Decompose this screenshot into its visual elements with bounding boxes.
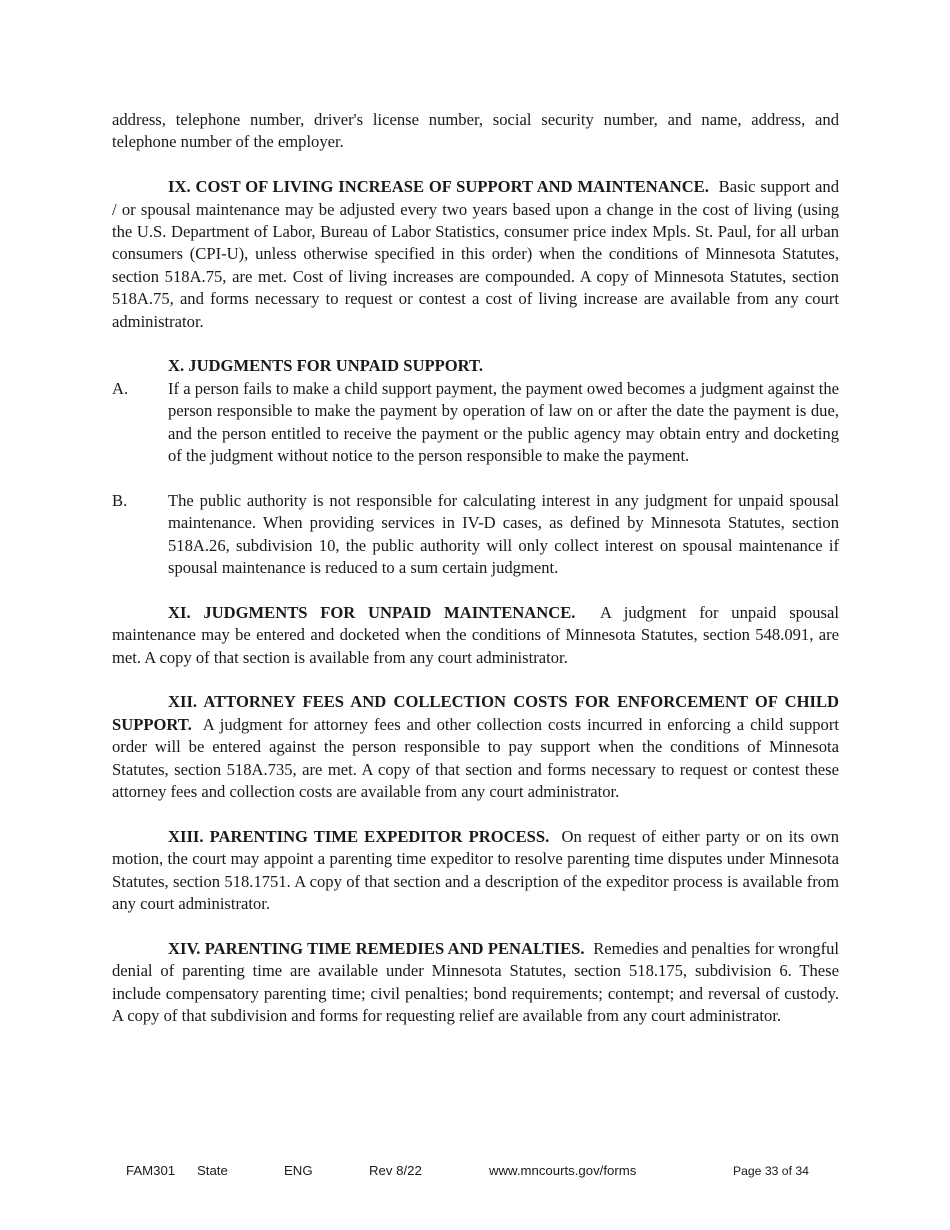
section-ix-heading: IX. COST OF LIVING INCREASE OF SUPPORT AND MAINTENANCE. — [168, 177, 709, 197]
footer-language: ENG — [284, 1163, 313, 1178]
footer-url-link[interactable]: www.mncourts.gov/forms — [489, 1163, 637, 1178]
section-x-item-b — [112, 490, 839, 580]
footer-jurisdiction: State — [197, 1163, 228, 1178]
section-x-heading: X. JUDGMENTS FOR UNPAID SUPPORT. — [168, 356, 484, 376]
section-xiv-body: Remedies and penalties for wrongful denial of parenting time are available under Minnesota Statutes, section 518.175, subdivision 6. These include compensatory parenting time; civil penalties; bond requirements; contempt; and reversal of custody. A copy of that subdivision and forms for requesting relief are available from any court administrator. — [112, 938, 839, 1026]
section-xi-body: A judgment for unpaid spousal maintenance may be entered and docketed when the conditions of Minnesota Statutes, section 548.091, are met. A copy of that section is available from any court administrator. — [112, 602, 839, 667]
list-item-text: If a person fails to make a child support payment, the payment owed becomes a judgment against the person responsible to make the payment by operation of law on or after the date the payment is due, and the person entitled to receive the payment or the public agency may obtain entry and docketing of the judgment without notice to the person responsible to make the payment. — [168, 378, 839, 466]
paragraph-continuation: address, telephone number, driver's license number, social security number, and name, address, and telephone number of the employer. — [112, 110, 839, 152]
footer-form-id: FAM301 — [126, 1163, 176, 1178]
section-xii-heading: XII. ATTORNEY FEES AND COLLECTION COSTS FOR ENFORCEMENT OF CHILD SUPPORT. — [112, 692, 839, 734]
section-xiv-heading: XIV. PARENTING TIME REMEDIES AND PENALTIES. — [168, 938, 585, 958]
section-xii — [112, 691, 839, 803]
section-xi — [112, 602, 839, 669]
section-xiii — [112, 826, 839, 916]
document-body — [112, 109, 839, 1028]
section-x-item-a — [112, 378, 839, 468]
list-item-text: The public authority is not responsible for calculating interest in any judgment for unpaid spousal maintenance. When providing services in IV-D cases, as defined by Minnesota Statutes, section 518A.26, subdivision 10, the public authority will only collect interest on spousal maintenance if spousal maintenance is reduced to a sum certain judgment. — [168, 490, 839, 578]
section-ix — [112, 176, 839, 333]
section-xiii-heading: XIII. PARENTING TIME EXPEDITOR PROCESS. — [168, 826, 550, 846]
section-xi-heading: XI. JUDGMENTS FOR UNPAID MAINTENANCE. — [168, 602, 576, 622]
footer-page-number: Page 33 of 34 — [733, 1164, 809, 1178]
list-marker: B. — [112, 490, 128, 510]
page-footer — [0, 1163, 950, 1181]
list-marker: A. — [112, 378, 129, 398]
section-xiii-body: On request of either party or on its own motion, the court may appoint a parenting time expeditor to resolve parenting time disputes under Minnesota Statutes, section 518.1751. A copy of that section and a description of the expeditor process is available from any court administrator. — [112, 826, 840, 914]
footer-revision: Rev 8/22 — [369, 1163, 422, 1178]
section-ix-body: Basic support and / or spousal maintenance may be adjusted every two years based upon a change in the cost of living (using the U.S. Department of Labor, Bureau of Labor Statistics, consumer price index Mpls. St. Paul, for all urban consumers (CPI-U), unless otherwise specified in this order) when the conditions of Minnesota Statutes, section 518A.75, are met. Cost of living increases are compounded. A copy of Minnesota Statutes, section 518A.75, and forms necessary to request or contest a cost of living increase are available from any court administrator. — [112, 177, 839, 331]
section-xii-body: A judgment for attorney fees and other collection costs incurred in enforcing a child support order will be entered against the person responsible to pay support when the conditions of Minnesota Statutes, section 518A.735, are met. A copy of that section and forms necessary to request or contest these attorney fees and collection costs are available from any court administrator. — [112, 714, 839, 802]
section-xiv — [112, 938, 839, 1028]
